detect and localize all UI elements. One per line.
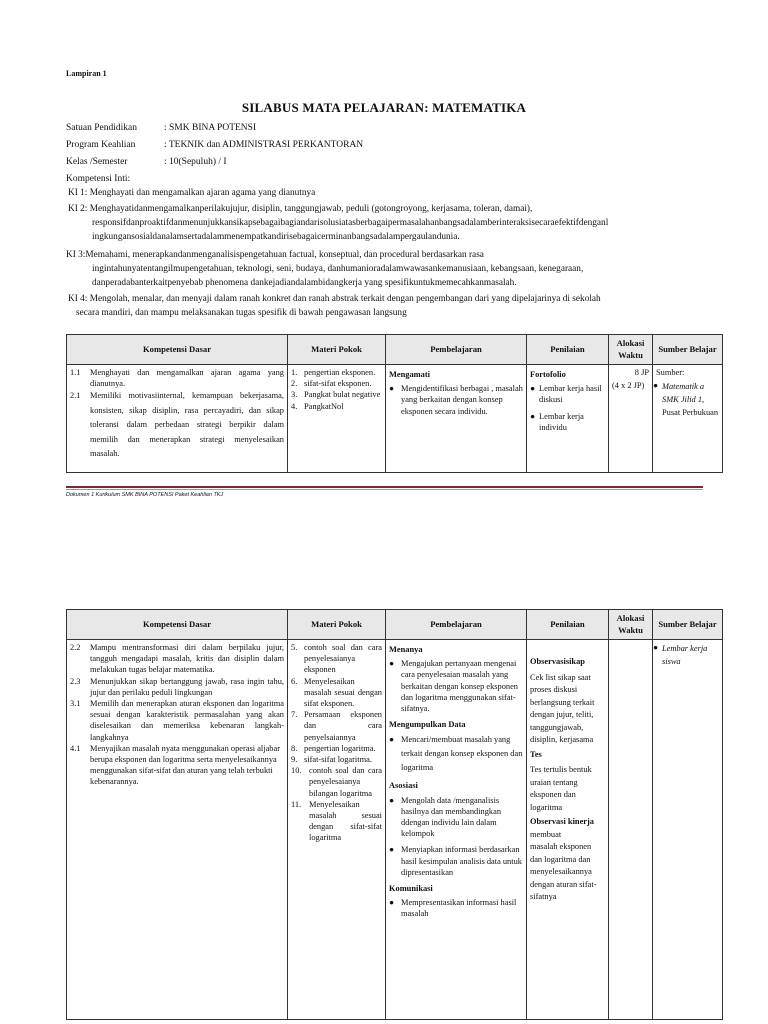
bullet-icon: ● [389,735,395,745]
footer-text: Dokumen 1 Kurikulum SMK BINA POTENSI Paket Keahlian TKJ [66,492,224,498]
materi-text: Persamaan eksponen dan cara penyelsaiannya [304,710,382,742]
kd-number: 2.1 [70,391,81,401]
ki-text-cont: secara mandiri, dan mampu melaksanakan tugas spesifik di bawah pengawasan langsung [76,308,407,318]
pembelajaran-text: Menyiapkan informasi berdasarkan hasil kesimpulan analisis data untuk dipresentasikan [401,845,522,877]
bullet-icon: ● [653,643,659,652]
materi-text: contoh soal dan cara penyelesaianya eksponen [304,643,382,675]
lampiran-label: Lampiran 1 [66,69,107,78]
materi-item [291,765,382,799]
pembelajaran-heading: Mengumpulkan Data [389,720,466,730]
pembelajaran-text: Mengolah data /menganalisis hasilnya dan membandingkan ddengan individu lain dalam kelompok [401,795,502,839]
header-kompetensi-dasar: Kompetensi Dasar [67,610,288,640]
header-sumber-belajar: Sumber Belajar [653,335,723,365]
penilaian-heading: Observasisikap [530,657,585,666]
materi-item [291,709,382,743]
table-header-row [67,610,723,640]
header-alokasi-waktu: Alokasi Waktu [609,610,653,640]
sumber-cell [653,365,723,473]
meta-program-keahlian [66,140,363,150]
pembelajaran-heading: Mengamati [389,370,430,379]
header-pembelajaran: Pembelajaran [386,335,527,365]
sumber-item [653,642,719,668]
bullet-icon: ● [389,659,395,669]
pembelajaran-item [389,658,523,714]
kd-number: 3.1 [70,699,81,709]
bullet-icon: ● [389,795,395,805]
kd-number: 2.2 [70,643,81,652]
materi-text: Menyelesaikan masalah sesuai dengan sifat-sifat logaritma [309,799,382,843]
table-row [67,365,723,473]
header-materi-pokok: Materi Pokok [288,610,386,640]
pembelajaran-text: Mempresentasikan informasi hasil masalah [401,898,517,919]
sumber-item [653,380,719,406]
ki-text-cont: responsifdanproaktifdanmenunjukkansikapsebagaibagiandarisolusiatasberbagaipermasalahanbangsadalamberinteraksisecaraefektifdenganl [92,218,609,228]
ki-text-cont: danperadabanterkaitpenyebab phenomena dankejadiandalambidangkerja yang spesifikuntukmemecahkanmasalah. [92,278,517,288]
penilaian-cell [527,365,609,473]
materi-number: 6. [291,676,298,686]
penilaian-text: Lembar kerja hasil diskusi [539,384,602,405]
kd-text: Mampu mentransformasi diri dalam berpilaku jujur, tangguh mengadapi masalah, kritis dan disiplin dalam melakukan tugas belajar matematika. [90,643,284,675]
kd-item [70,642,284,676]
materi-item [291,799,382,844]
materi-number: 5. [291,643,298,652]
ki-text-cont: ingintahunyatentangilmupengetahuan, teknologi, seni, budaya, danhumanioradalamwawasankemanusiaan, kebangsaan, kenegaraan, [92,264,584,274]
footer-divider-thin [66,489,703,490]
materi-text: pengertian logaritma. [304,743,376,753]
materi-item [291,743,382,754]
kd-item [70,367,284,389]
header-penilaian: Penilaian [527,610,609,640]
meta-label: Satuan Pendidikan [66,123,137,133]
materi-number: 9. [291,755,298,765]
materi-number: 10. [291,766,302,776]
pembelajaran-text: Mengidentifikasi berbagai , masalah yang berkaitan dengan konsep eksponen secara individu. [401,384,523,416]
materi-text: Pangkat bulat negative [304,390,381,400]
kd-number: 1.1 [70,368,81,377]
materi-number: 1. [291,368,298,377]
kd-item [70,698,284,743]
pembelajaran-heading: Komunikasi [389,884,433,894]
materi-item [291,401,382,412]
materi-text: contoh soal dan cara penyelesaianya bilangan logaritma [309,766,382,798]
penilaian-text: Lembar kerja individu [539,411,584,432]
materi-number: 7. [291,710,298,720]
pembelajaran-item [389,383,523,417]
materi-text: pengertian eksponen. [304,368,376,377]
header-pembelajaran: Pembelajaran [386,610,527,640]
pembelajaran-item [389,733,523,775]
page-title: SILABUS MATA PELAJARAN: MATEMATIKA [241,100,527,115]
kd-item [70,676,284,698]
silabus-table-2 [66,609,723,1020]
bullet-icon: ● [389,898,395,908]
kd-cell [67,640,288,1020]
sumber-label: Sumber: [656,368,685,377]
sumber-text: Matematik a SMK Jilid 1, [662,382,705,405]
penilaian-text: Cek list sikap saat proses diskusi berlangsung terkait dengan jujur, teliti, tanggungjawab, disiplin, kerjasama [530,672,595,744]
ki-1 [66,186,726,200]
kd-text: Memilih dan menerapkan aturan eksponen dan logaritma sesuai dengan karakteristik permasalahan yang akan diselesaikan dan memeriksa kebenaran langkah-langkahnya [90,699,284,742]
kompetensi-inti-label: Kompetensi Inti: [66,174,131,184]
header-alokasi-waktu: Alokasi Waktu [609,335,653,365]
bullet-icon: ● [530,411,536,421]
footer-divider [66,486,703,488]
ki-text-cont: ingkungansosialdanalamsertadalammenempatkandirisebagaicerminanbangsadalampergaulandunia. [92,232,460,242]
penilaian-item [530,383,605,405]
ki-4 [66,292,726,320]
bullet-icon: ● [530,384,536,394]
materi-item [291,378,382,389]
materi-cell [288,365,386,473]
pembelajaran-item [389,844,523,878]
sumber-cell [653,640,723,1020]
header-materi-pokok: Materi Pokok [288,335,386,365]
materi-text: sifat-sifat eksponen. [304,379,372,389]
alokasi-detail: (4 x 2 JP) [612,381,645,391]
materi-item [291,367,382,378]
ki-2 [66,202,726,244]
pembelajaran-text: Mencari/membuat masalah yang terkait dengan konsep eksponen dan logaritma [401,735,523,773]
bullet-icon: ● [653,381,659,391]
silabus-table-1 [66,334,723,473]
alokasi-cell [609,365,653,473]
meta-value: : SMK BINA POTENSI [164,123,257,133]
meta-kelas-semester [66,157,227,167]
kd-item [70,743,284,788]
meta-satuan-pendidikan [66,123,256,133]
header-penilaian: Penilaian [527,335,609,365]
penilaian-heading: Tes [530,749,542,759]
meta-value: : TEKNIK dan ADMINISTRASI PERKANTORAN [164,140,364,150]
penilaian-text: Tes tertulis bentuk uraian tentang eksponen dan logaritma [530,765,592,812]
materi-text: sifat-sifat logaritma. [304,755,372,765]
materi-number: 2. [291,379,298,389]
ki-text: KI 4: Mengolah, menalar, dan menyaji dalam ranah konkret dan ranah abstrak terkait dengan pengembangan dari yang dipelajarinya di sekolah [68,294,601,304]
kd-text: Memiliki motivasiinternal, kemampuan bekerjasama, konsisten, sikap disiplin, rasa percayadiri, dan sikap toleransi dalam perbedaan strategi berpikir dalam memilih dan menerapkan strategi menyelesaikan masalah. [90,391,284,459]
materi-cell [288,640,386,1020]
bullet-icon: ● [389,845,395,855]
penilaian-heading: Fortofolio [530,370,566,379]
ki-text: KI 1: Menghayati dan mengamalkan ajaran agama yang dianutnya [68,188,316,198]
meta-value: : 10(Sepuluh) / I [164,157,227,167]
penilaian-text: masalah eksponen dan logaritma dan menyelesaikannya dengan aturan sifat-sifatnya [530,842,597,901]
materi-item [291,389,382,400]
materi-item [291,754,382,765]
table-row [67,640,723,1020]
kd-item [70,389,284,462]
pembelajaran-cell [386,640,527,1020]
pembelajaran-item [389,795,523,840]
header-sumber-belajar: Sumber Belajar [653,610,723,640]
pembelajaran-heading: Asosiasi [389,781,418,791]
bullet-icon: ● [389,384,395,394]
penilaian-heading-row [530,816,605,841]
sumber-rest: Pusat Perbukuan [662,408,719,418]
materi-text: PangkatNol [304,401,344,411]
materi-number: 11. [291,799,302,809]
header-kompetensi-dasar: Kompetensi Dasar [67,335,288,365]
ki-3 [66,248,726,290]
materi-number: 8. [291,743,298,753]
alokasi-cell [609,640,653,1020]
sumber-text: Lembar kerja siswa [662,644,708,666]
materi-item [291,642,382,676]
kd-text: Menghayati dan mengamalkan ajaran agama yang dianutnya. [90,368,284,389]
kd-number: 2.3 [70,676,81,686]
penilaian-heading-suffix: membuat [530,829,562,839]
kd-text: Menyajikan masalah nyata menggunakan operasi aljabar berupa eksponen dan logaritma serta menyelesaikannya menggunakan sifat-sifat dan aturan yang telah terbukti kebenarannya. [90,743,280,787]
pembelajaran-heading: Menanya [389,645,423,654]
penilaian-heading: Observasi kinerja [530,817,594,826]
table-header-row [67,335,723,365]
pembelajaran-item [389,897,523,919]
penilaian-cell [527,640,609,1020]
alokasi-value: 8 JP [634,368,649,377]
penilaian-item [530,411,605,433]
kd-text: Menunjukkan sikap bertanggung jawab, rasa ingin tahu, jujur dan perilaku peduli lingkungan [90,676,284,697]
materi-text: Menyelesaikan masalah sesuai dengan sifat eksponen. [304,676,382,709]
materi-number: 4. [291,401,298,411]
kd-cell [67,365,288,473]
materi-number: 3. [291,390,298,400]
meta-label: Kelas /Semester [66,157,128,167]
meta-label: Program Keahlian [66,140,136,150]
ki-text: KI 3:Memahami, menerapkandanmenganalisispengetahuan factual, konseptual, dan procedural berdasarkan rasa [66,250,484,260]
pembelajaran-text: Mengajukan pertanyaan mengenai cara penyelesaian masalah yang berkaitan dengan konsep eksponen dan logaritma menggunakan sifat-sifatnya. [401,659,518,714]
pembelajaran-cell [386,365,527,473]
materi-item [291,676,382,710]
kd-number: 4.1 [70,743,81,753]
ki-text: KI 2: Menghayatidanmengamalkanperilakujujur, disiplin, tanggungjawab, peduli (gotongroyong, kerjasama, toleran, damai), [68,204,533,214]
